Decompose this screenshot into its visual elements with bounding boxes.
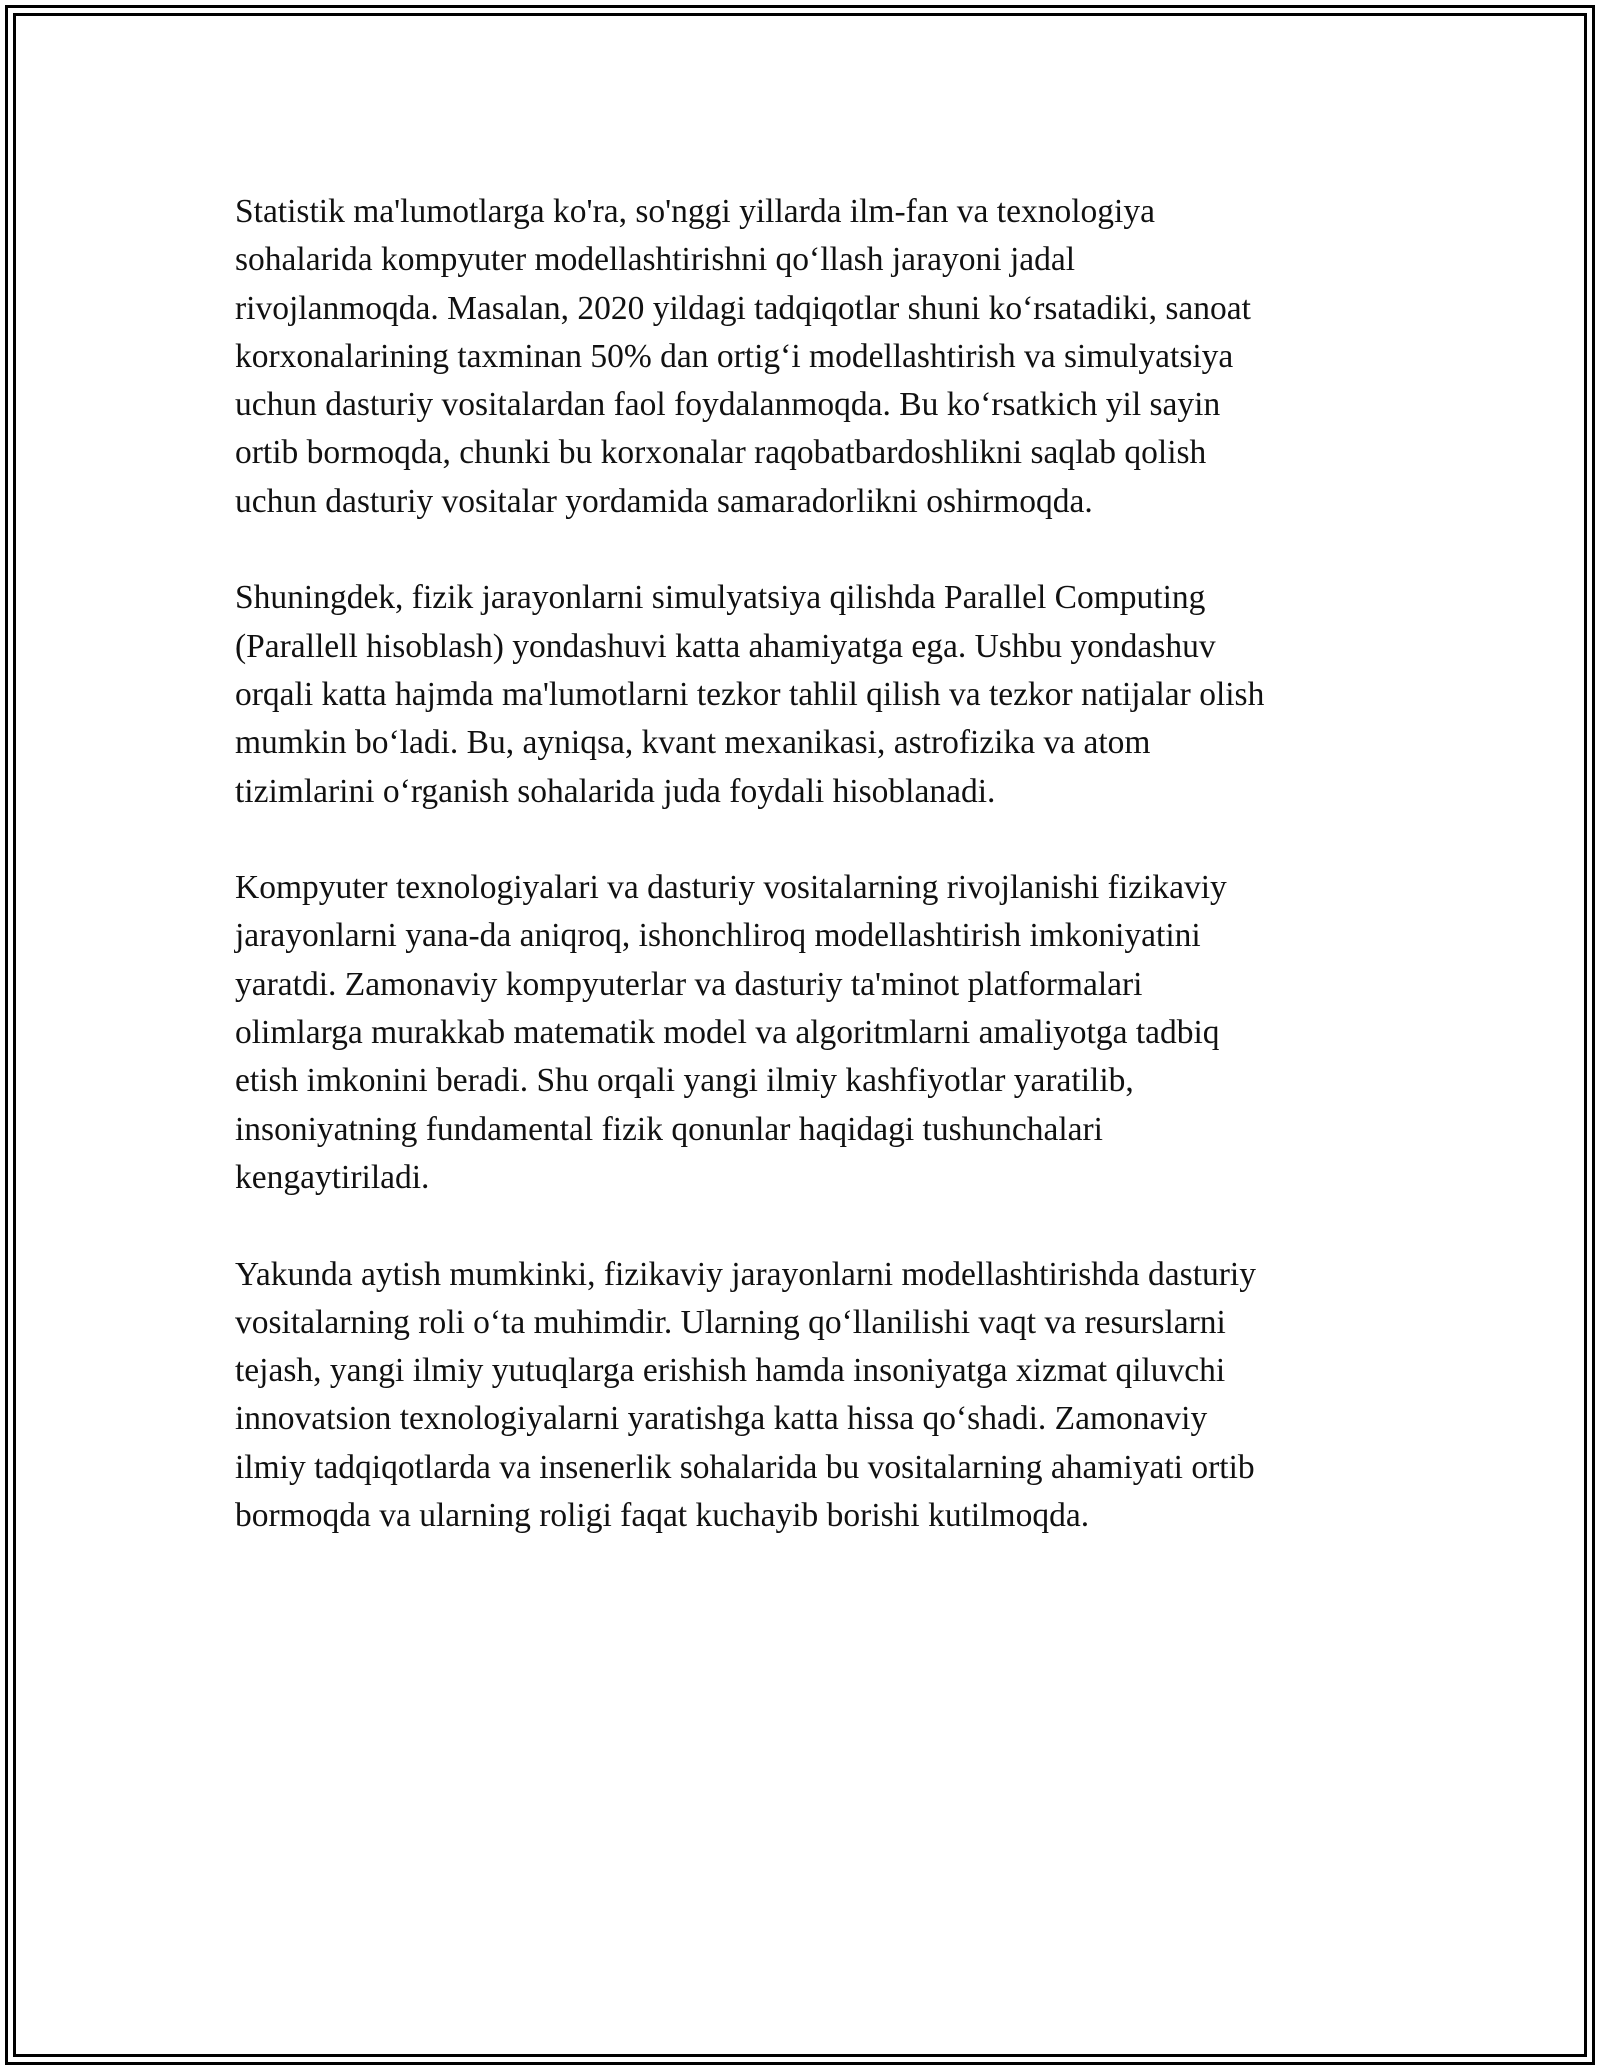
paragraph-line: rivojlanmoqda. Masalan, 2020 yildagi tadqiqotlar shuni ko‘rsatadiki, sanoat — [235, 289, 1251, 327]
paragraph-line: vositalarning roli o‘ta muhimdir. Ularning qo‘llanilishi vaqt va resurslarni — [235, 1303, 1226, 1341]
paragraph-line: Yakunda aytish mumkinki, fizikaviy jarayonlarni modellashtirishda dasturiy — [235, 1255, 1256, 1293]
paragraph-line: Kompyuter texnologiyalari va dasturiy vositalarning rivojlanishi fizikaviy — [235, 869, 1227, 907]
paragraph-line: Statistik ma'lumotlarga ko'ra, so'nggi yillarda ilm-fan va texnologiya — [235, 193, 1155, 230]
document-body — [235, 188, 1385, 1589]
paragraph-line: olimlarga murakkab matematik model va algoritmlarni amaliyotga tadbiq — [235, 1014, 1220, 1052]
paragraph-3 — [235, 864, 1385, 1202]
paragraph-line: ilmiy tadqiqotlarda va insenerlik sohalarida bu vositalarning ahamiyati ortib — [235, 1448, 1255, 1486]
paragraph-line: ortib bormoqda, chunki bu korxonalar raqobatbardoshlikni saqlab qolish — [235, 434, 1207, 472]
paragraph-line: korxonalarining taxminan 50% dan ortig‘i modellashtirish va simulyatsiya — [235, 337, 1234, 375]
paragraph-line: yaratdi. Zamonaviy kompyuterlar va dasturiy ta'minot platformalari — [235, 965, 1143, 1003]
paragraph-2 — [235, 574, 1385, 815]
paragraph-line: tizimlarini o‘rganish sohalarida juda foydali hisoblanadi. — [235, 772, 996, 810]
paragraph-1 — [235, 188, 1385, 526]
paragraph-line: insoniyatning fundamental fizik qonunlar haqidagi tushunchalari — [235, 1110, 1103, 1148]
paragraph-line: mumkin bo‘ladi. Bu, ayniqsa, kvant mexanikasi, astrofizika va atom — [235, 724, 1151, 762]
paragraph-4 — [235, 1251, 1385, 1541]
paragraph-line: tejash, yangi ilmiy yutuqlarga erishish hamda insoniyatga xizmat qiluvchi — [235, 1352, 1226, 1390]
paragraph-line: etish imkonini beradi. Shu orqali yangi ilmiy kashfiyotlar yaratilib, — [235, 1062, 1134, 1100]
paragraph-line: uchun dasturiy vositalardan faol foydalanmoqda. Bu ko‘rsatkich yil sayin — [235, 386, 1221, 424]
paragraph-line: jarayonlarni yana-da aniqroq, ishonchliroq modellashtirish imkoniyatini — [235, 917, 1201, 955]
paragraph-line: bormoqda va ularning roligi faqat kuchayib borishi kutilmoqda. — [235, 1497, 1090, 1535]
paragraph-line: Shuningdek, fizik jarayonlarni simulyatsiya qilishda Parallel Computing — [235, 579, 1206, 617]
paragraph-line: (Parallell hisoblash) yondashuvi katta ahamiyatga ega. Ushbu yondashuv — [235, 627, 1216, 665]
paragraph-line: sohalarida kompyuter modellashtirishni qo‘llash jarayoni jadal — [235, 241, 1076, 279]
paragraph-line: orqali katta hajmda ma'lumotlarni tezkor tahlil qilish va tezkor natijalar olish — [235, 675, 1265, 713]
paragraph-line: innovatsion texnologiyalarni yaratishga katta hissa qo‘shadi. Zamonaviy — [235, 1400, 1208, 1438]
paragraph-line: kengaytiriladi. — [235, 1158, 430, 1196]
paragraph-line: uchun dasturiy vositalar yordamida samaradorlikni oshirmoqda. — [235, 482, 1093, 520]
